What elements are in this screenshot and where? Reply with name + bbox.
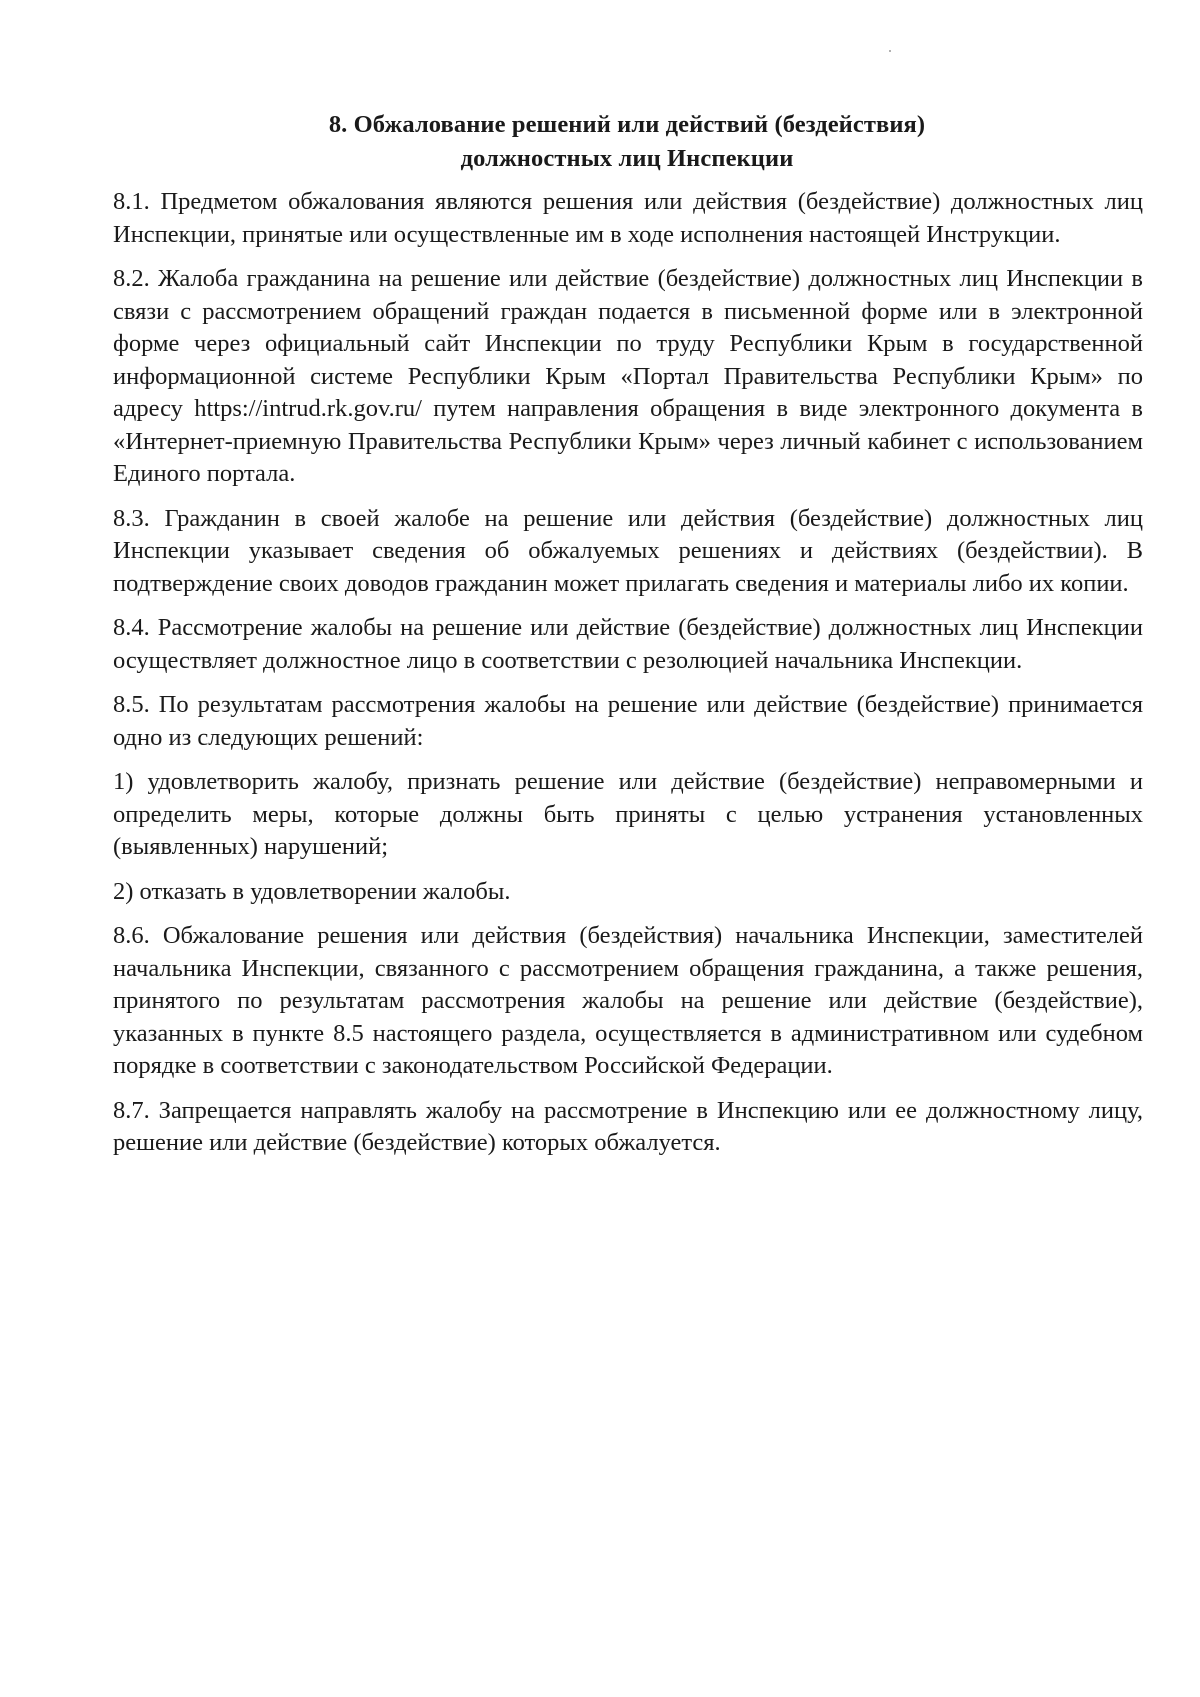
scan-speck: [889, 50, 891, 52]
document-body: [113, 186, 1143, 1172]
section-heading-line-2: должностных лиц Инспекции: [460, 145, 794, 172]
paragraph-8-2: 8.2. Жалоба гражданина на решение или действие (бездействие) должностных лиц Инспекции в связи с рассмотрением обращений граждан подается в письменной форме или в электронной форме через официальный сайт Инспекции по труду Республики Крым в государственной информационной системе Республики Крым «Портал Правительства Республики Крым» по адресу https://intrud.rk.gov.ru/ путем направления обращения в виде электронного документа в «Интернет-приемную Правительства Республики Крым» через личный кабинет с использованием Единого портала.: [113, 265, 1143, 487]
paragraph-8-7: 8.7. Запрещается направлять жалобу на рассмотрение в Инспекцию или ее должностному лицу, решение или действие (бездействие) которых обжалуется.: [113, 1096, 1143, 1156]
section-heading: [110, 108, 1144, 176]
paragraph-8-4: 8.4. Рассмотрение жалобы на решение или действие (бездействие) должностных лиц Инспекции осуществляет должностное лицо в соответствии с резолюцией начальника Инспекции.: [113, 614, 1143, 674]
section-heading-line-1: 8. Обжалование решений или действий (бездействия): [328, 111, 926, 138]
paragraph-8-3: 8.3. Гражданин в своей жалобе на решение или действия (бездействие) должностных лиц Инспекции указывает сведения об обжалуемых решениях и действиях (бездействии). В подтверждение своих доводов гражданин может прилагать сведения и материалы либо их копии.: [113, 504, 1143, 597]
paragraph-8-6: 8.6. Обжалование решения или действия (бездействия) начальника Инспекции, заместителей начальника Инспекции, связанного с рассмотрением обращения гражданина, а также решения, принятого по результатам рассмотрения жалобы на решение или действие (бездействие), указанных в пункте 8.5 настоящего раздела, осуществляется в административном или судебном порядке в соответствии с законодательством Российской Федерации.: [113, 922, 1143, 1079]
list-item-2: 2) отказать в удовлетворении жалобы.: [113, 877, 511, 905]
paragraph-8-5: 8.5. По результатам рассмотрения жалобы на решение или действие (бездействие) принимается одно из следующих решений:: [113, 691, 1143, 751]
list-item-1: 1) удовлетворить жалобу, признать решение или действие (бездействие) неправомерными и определить меры, которые должны быть приняты с целью устранения установленных (выявленных) нарушений;: [113, 768, 1143, 860]
paragraph-8-1: 8.1. Предметом обжалования являются решения или действия (бездействие) должностных лиц Инспекции, принятые или осуществленные им в ходе исполнения настоящей Инструкции.: [113, 188, 1143, 248]
